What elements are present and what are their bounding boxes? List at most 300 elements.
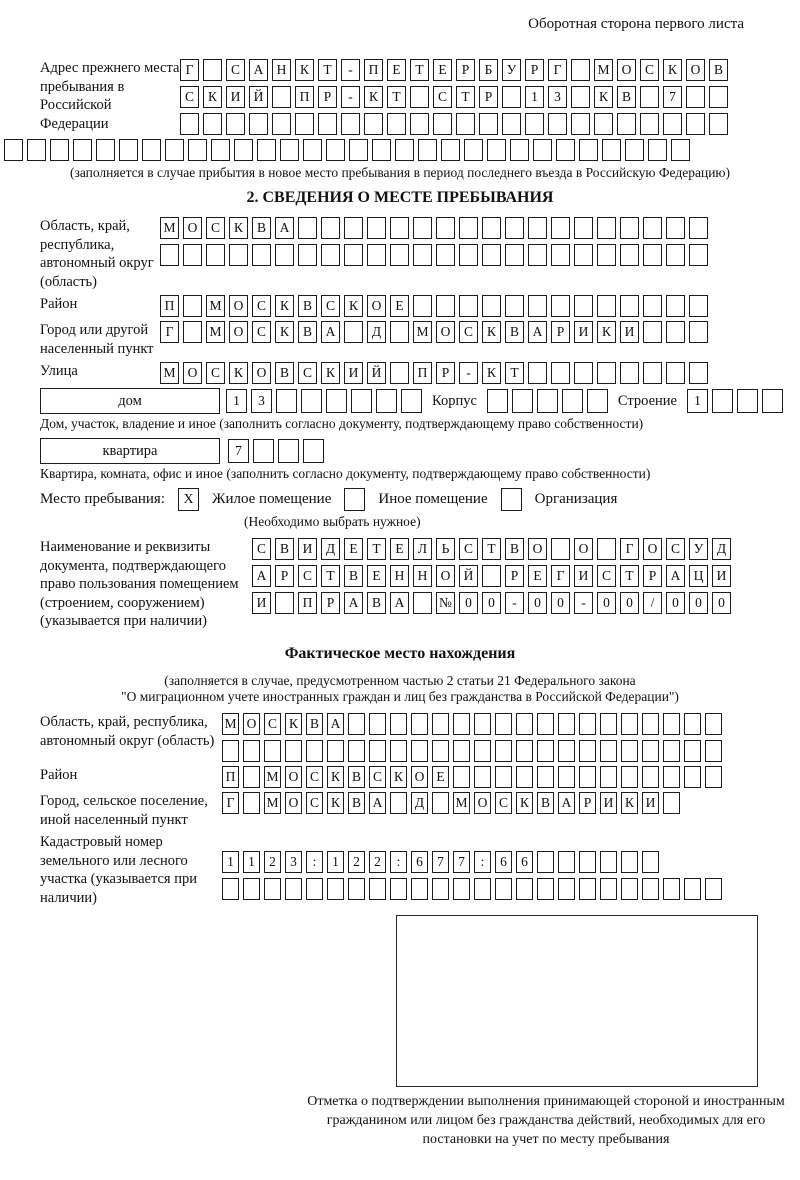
char-cell[interactable] bbox=[264, 740, 281, 762]
char-cell[interactable] bbox=[390, 217, 409, 239]
char-cell[interactable] bbox=[318, 113, 337, 135]
char-cell[interactable] bbox=[594, 113, 613, 135]
char-cell[interactable]: К bbox=[482, 362, 501, 384]
char-cell[interactable]: А bbox=[528, 321, 547, 343]
char-cell[interactable] bbox=[537, 389, 558, 413]
char-cell[interactable]: Е bbox=[390, 295, 409, 317]
char-cell[interactable]: К bbox=[203, 86, 222, 108]
char-cell[interactable] bbox=[482, 295, 501, 317]
char-cell[interactable] bbox=[188, 139, 207, 161]
char-cell[interactable] bbox=[348, 740, 365, 762]
char-cell[interactable] bbox=[597, 217, 616, 239]
char-cell[interactable] bbox=[663, 792, 680, 814]
char-cell[interactable] bbox=[453, 740, 470, 762]
char-cell[interactable] bbox=[556, 139, 575, 161]
char-cell[interactable]: С bbox=[206, 217, 225, 239]
char-cell[interactable] bbox=[502, 113, 521, 135]
char-cell[interactable] bbox=[272, 86, 291, 108]
char-cell[interactable]: Е bbox=[528, 565, 547, 587]
char-cell[interactable]: В bbox=[344, 565, 363, 587]
char-cell[interactable] bbox=[222, 878, 239, 900]
char-cell[interactable]: Й bbox=[249, 86, 268, 108]
char-cell[interactable] bbox=[551, 362, 570, 384]
char-cell[interactable]: 0 bbox=[689, 592, 708, 614]
char-cell[interactable] bbox=[495, 878, 512, 900]
char-cell[interactable] bbox=[571, 86, 590, 108]
char-cell[interactable]: : bbox=[306, 851, 323, 873]
char-cell[interactable]: Ь bbox=[436, 538, 455, 560]
char-cell[interactable] bbox=[671, 139, 690, 161]
char-cell[interactable] bbox=[537, 766, 554, 788]
char-cell[interactable] bbox=[410, 86, 429, 108]
char-cell[interactable] bbox=[574, 244, 593, 266]
char-cell[interactable] bbox=[640, 113, 659, 135]
char-cell[interactable] bbox=[689, 321, 708, 343]
char-cell[interactable]: Ц bbox=[689, 565, 708, 587]
char-cell[interactable]: 0 bbox=[597, 592, 616, 614]
char-cell[interactable]: Т bbox=[318, 59, 337, 81]
char-cell[interactable]: О bbox=[436, 321, 455, 343]
char-cell[interactable]: 2 bbox=[348, 851, 365, 873]
char-cell[interactable]: М bbox=[413, 321, 432, 343]
char-cell[interactable] bbox=[364, 113, 383, 135]
char-cell[interactable] bbox=[666, 295, 685, 317]
char-cell[interactable]: В bbox=[348, 792, 365, 814]
char-cell[interactable]: И bbox=[642, 792, 659, 814]
char-cell[interactable] bbox=[73, 139, 92, 161]
char-cell[interactable]: - bbox=[459, 362, 478, 384]
char-cell[interactable] bbox=[579, 713, 596, 735]
char-cell[interactable]: Д bbox=[411, 792, 428, 814]
char-cell[interactable] bbox=[436, 295, 455, 317]
char-cell[interactable]: А bbox=[390, 592, 409, 614]
char-cell[interactable] bbox=[183, 321, 202, 343]
char-cell[interactable]: О bbox=[617, 59, 636, 81]
char-cell[interactable] bbox=[642, 878, 659, 900]
char-cell[interactable] bbox=[686, 113, 705, 135]
char-cell[interactable] bbox=[418, 139, 437, 161]
char-cell[interactable]: П bbox=[413, 362, 432, 384]
char-cell[interactable]: О bbox=[411, 766, 428, 788]
char-cell[interactable] bbox=[390, 362, 409, 384]
char-cell[interactable]: М bbox=[453, 792, 470, 814]
char-cell[interactable]: И bbox=[600, 792, 617, 814]
char-cell[interactable] bbox=[516, 740, 533, 762]
char-cell[interactable] bbox=[344, 321, 363, 343]
char-cell[interactable]: У bbox=[689, 538, 708, 560]
char-cell[interactable] bbox=[705, 713, 722, 735]
char-cell[interactable] bbox=[621, 713, 638, 735]
char-cell[interactable]: К bbox=[364, 86, 383, 108]
char-cell[interactable]: 6 bbox=[516, 851, 533, 873]
char-cell[interactable] bbox=[413, 295, 432, 317]
char-cell[interactable] bbox=[203, 113, 222, 135]
char-cell[interactable] bbox=[643, 362, 662, 384]
char-cell[interactable] bbox=[487, 139, 506, 161]
char-cell[interactable]: В bbox=[252, 217, 271, 239]
char-cell[interactable] bbox=[558, 878, 575, 900]
char-cell[interactable] bbox=[663, 878, 680, 900]
char-cell[interactable]: Г bbox=[551, 565, 570, 587]
char-cell[interactable] bbox=[571, 59, 590, 81]
char-cell[interactable] bbox=[432, 713, 449, 735]
char-cell[interactable] bbox=[376, 389, 397, 413]
char-cell[interactable] bbox=[548, 113, 567, 135]
char-cell[interactable]: О bbox=[367, 295, 386, 317]
char-cell[interactable]: С bbox=[433, 86, 452, 108]
char-cell[interactable]: Н bbox=[390, 565, 409, 587]
char-cell[interactable]: К bbox=[321, 362, 340, 384]
char-cell[interactable] bbox=[689, 295, 708, 317]
char-cell[interactable]: А bbox=[252, 565, 271, 587]
char-cell[interactable] bbox=[27, 139, 46, 161]
char-cell[interactable]: Р bbox=[456, 59, 475, 81]
char-cell[interactable] bbox=[602, 139, 621, 161]
char-cell[interactable] bbox=[621, 851, 638, 873]
char-cell[interactable] bbox=[516, 766, 533, 788]
char-cell[interactable] bbox=[620, 362, 639, 384]
char-cell[interactable] bbox=[666, 321, 685, 343]
char-cell[interactable]: О bbox=[436, 565, 455, 587]
char-cell[interactable]: 2 bbox=[264, 851, 281, 873]
char-cell[interactable] bbox=[390, 792, 407, 814]
char-cell[interactable] bbox=[643, 295, 662, 317]
char-cell[interactable] bbox=[642, 766, 659, 788]
char-cell[interactable] bbox=[367, 244, 386, 266]
char-cell[interactable] bbox=[516, 878, 533, 900]
char-cell[interactable]: М bbox=[594, 59, 613, 81]
char-cell[interactable] bbox=[275, 244, 294, 266]
char-cell[interactable]: Г bbox=[180, 59, 199, 81]
char-cell[interactable]: П bbox=[295, 86, 314, 108]
char-cell[interactable] bbox=[474, 713, 491, 735]
char-cell[interactable]: Г bbox=[160, 321, 179, 343]
char-cell[interactable]: С bbox=[252, 538, 271, 560]
char-cell[interactable]: Т bbox=[505, 362, 524, 384]
char-cell[interactable] bbox=[712, 389, 733, 413]
char-cell[interactable] bbox=[4, 139, 23, 161]
char-cell[interactable] bbox=[663, 740, 680, 762]
char-cell[interactable] bbox=[537, 851, 554, 873]
char-cell[interactable]: 1 bbox=[226, 389, 247, 413]
char-cell[interactable]: М bbox=[160, 362, 179, 384]
char-cell[interactable]: 1 bbox=[327, 851, 344, 873]
char-cell[interactable]: Д bbox=[367, 321, 386, 343]
char-cell[interactable] bbox=[276, 389, 297, 413]
char-cell[interactable]: В bbox=[298, 321, 317, 343]
char-cell[interactable]: О bbox=[528, 538, 547, 560]
char-cell[interactable]: Д bbox=[712, 538, 731, 560]
char-cell[interactable] bbox=[579, 851, 596, 873]
char-cell[interactable] bbox=[306, 878, 323, 900]
char-cell[interactable]: Е bbox=[367, 565, 386, 587]
char-cell[interactable] bbox=[479, 113, 498, 135]
char-cell[interactable]: С bbox=[495, 792, 512, 814]
char-cell[interactable]: Й bbox=[459, 565, 478, 587]
char-cell[interactable] bbox=[243, 878, 260, 900]
char-cell[interactable] bbox=[600, 766, 617, 788]
char-cell[interactable]: Й bbox=[367, 362, 386, 384]
char-cell[interactable]: С bbox=[226, 59, 245, 81]
char-cell[interactable] bbox=[326, 389, 347, 413]
char-cell[interactable]: Т bbox=[482, 538, 501, 560]
char-cell[interactable] bbox=[537, 713, 554, 735]
char-cell[interactable]: В bbox=[275, 538, 294, 560]
char-cell[interactable] bbox=[505, 217, 524, 239]
char-cell[interactable] bbox=[512, 389, 533, 413]
char-cell[interactable] bbox=[367, 217, 386, 239]
char-cell[interactable]: С bbox=[459, 538, 478, 560]
char-cell[interactable]: Р bbox=[275, 565, 294, 587]
char-cell[interactable]: Е bbox=[387, 59, 406, 81]
char-cell[interactable]: 0 bbox=[528, 592, 547, 614]
char-cell[interactable]: 7 bbox=[663, 86, 682, 108]
char-cell[interactable] bbox=[525, 113, 544, 135]
char-cell[interactable] bbox=[243, 740, 260, 762]
char-cell[interactable] bbox=[411, 713, 428, 735]
char-cell[interactable]: Р bbox=[525, 59, 544, 81]
char-cell[interactable]: В bbox=[306, 713, 323, 735]
char-cell[interactable] bbox=[689, 244, 708, 266]
char-cell[interactable]: О bbox=[285, 766, 302, 788]
char-cell[interactable]: М bbox=[160, 217, 179, 239]
char-cell[interactable] bbox=[349, 139, 368, 161]
char-cell[interactable] bbox=[686, 86, 705, 108]
char-cell[interactable] bbox=[252, 244, 271, 266]
char-cell[interactable] bbox=[243, 792, 260, 814]
char-cell[interactable]: П bbox=[364, 59, 383, 81]
char-cell[interactable] bbox=[762, 389, 783, 413]
char-cell[interactable]: С bbox=[252, 295, 271, 317]
char-cell[interactable]: 0 bbox=[666, 592, 685, 614]
char-cell[interactable] bbox=[341, 113, 360, 135]
char-cell[interactable] bbox=[285, 740, 302, 762]
char-cell[interactable]: С bbox=[306, 792, 323, 814]
char-cell[interactable] bbox=[464, 139, 483, 161]
char-cell[interactable] bbox=[234, 139, 253, 161]
char-cell[interactable]: 7 bbox=[453, 851, 470, 873]
char-cell[interactable]: Е bbox=[432, 766, 449, 788]
char-cell[interactable]: Г bbox=[548, 59, 567, 81]
char-cell[interactable]: О bbox=[643, 538, 662, 560]
char-cell[interactable] bbox=[459, 244, 478, 266]
char-cell[interactable]: В bbox=[275, 362, 294, 384]
char-cell[interactable] bbox=[505, 244, 524, 266]
char-cell[interactable] bbox=[558, 766, 575, 788]
char-cell[interactable] bbox=[348, 713, 365, 735]
char-cell[interactable]: С bbox=[180, 86, 199, 108]
char-cell[interactable] bbox=[574, 362, 593, 384]
char-cell[interactable]: М bbox=[264, 792, 281, 814]
char-cell[interactable] bbox=[295, 113, 314, 135]
char-cell[interactable]: 7 bbox=[432, 851, 449, 873]
char-cell[interactable] bbox=[600, 713, 617, 735]
char-cell[interactable]: 0 bbox=[482, 592, 501, 614]
char-cell[interactable] bbox=[257, 139, 276, 161]
char-cell[interactable] bbox=[160, 244, 179, 266]
char-cell[interactable] bbox=[285, 878, 302, 900]
char-cell[interactable]: Б bbox=[479, 59, 498, 81]
char-cell[interactable]: - bbox=[505, 592, 524, 614]
char-cell[interactable]: Р bbox=[321, 592, 340, 614]
char-cell[interactable] bbox=[453, 766, 470, 788]
char-cell[interactable] bbox=[666, 244, 685, 266]
char-cell[interactable]: Р bbox=[479, 86, 498, 108]
char-cell[interactable]: И bbox=[712, 565, 731, 587]
char-cell[interactable]: В bbox=[505, 538, 524, 560]
char-cell[interactable] bbox=[206, 244, 225, 266]
char-cell[interactable] bbox=[600, 851, 617, 873]
char-cell[interactable]: А bbox=[275, 217, 294, 239]
char-cell[interactable] bbox=[253, 439, 274, 463]
char-cell[interactable]: О bbox=[285, 792, 302, 814]
char-cell[interactable] bbox=[459, 295, 478, 317]
char-cell[interactable] bbox=[684, 878, 701, 900]
char-cell[interactable] bbox=[689, 362, 708, 384]
char-cell[interactable] bbox=[280, 139, 299, 161]
char-cell[interactable] bbox=[579, 766, 596, 788]
char-cell[interactable]: П bbox=[222, 766, 239, 788]
char-cell[interactable] bbox=[684, 713, 701, 735]
char-cell[interactable]: А bbox=[321, 321, 340, 343]
char-cell[interactable] bbox=[516, 713, 533, 735]
char-cell[interactable] bbox=[474, 766, 491, 788]
char-cell[interactable]: О bbox=[686, 59, 705, 81]
char-cell[interactable] bbox=[327, 740, 344, 762]
char-cell[interactable] bbox=[183, 295, 202, 317]
char-cell[interactable]: : bbox=[390, 851, 407, 873]
char-cell[interactable]: А bbox=[327, 713, 344, 735]
char-cell[interactable] bbox=[474, 878, 491, 900]
char-cell[interactable]: - bbox=[341, 59, 360, 81]
char-cell[interactable] bbox=[558, 740, 575, 762]
char-cell[interactable] bbox=[222, 740, 239, 762]
char-cell[interactable] bbox=[275, 592, 294, 614]
char-cell[interactable]: С bbox=[298, 565, 317, 587]
char-cell[interactable]: В bbox=[505, 321, 524, 343]
char-cell[interactable]: У bbox=[502, 59, 521, 81]
char-cell[interactable]: № bbox=[436, 592, 455, 614]
char-cell[interactable] bbox=[411, 878, 428, 900]
char-cell[interactable]: М bbox=[264, 766, 281, 788]
char-cell[interactable]: Т bbox=[367, 538, 386, 560]
char-cell[interactable]: Л bbox=[413, 538, 432, 560]
char-cell[interactable] bbox=[436, 217, 455, 239]
char-cell[interactable]: Р bbox=[579, 792, 596, 814]
char-cell[interactable]: К bbox=[482, 321, 501, 343]
char-cell[interactable] bbox=[142, 139, 161, 161]
char-cell[interactable] bbox=[165, 139, 184, 161]
char-cell[interactable] bbox=[558, 851, 575, 873]
char-cell[interactable] bbox=[551, 244, 570, 266]
char-cell[interactable]: К bbox=[390, 766, 407, 788]
char-cell[interactable]: П bbox=[298, 592, 317, 614]
char-cell[interactable] bbox=[643, 217, 662, 239]
char-cell[interactable] bbox=[321, 217, 340, 239]
char-cell[interactable]: К bbox=[621, 792, 638, 814]
char-cell[interactable] bbox=[642, 740, 659, 762]
char-cell[interactable] bbox=[474, 740, 491, 762]
char-cell[interactable] bbox=[666, 362, 685, 384]
char-cell[interactable]: А bbox=[344, 592, 363, 614]
char-cell[interactable] bbox=[272, 113, 291, 135]
char-cell[interactable] bbox=[487, 389, 508, 413]
char-cell[interactable] bbox=[684, 740, 701, 762]
char-cell[interactable]: О bbox=[229, 321, 248, 343]
char-cell[interactable]: С bbox=[369, 766, 386, 788]
char-cell[interactable] bbox=[617, 113, 636, 135]
char-cell[interactable] bbox=[413, 217, 432, 239]
char-cell[interactable] bbox=[579, 740, 596, 762]
char-cell[interactable] bbox=[709, 113, 728, 135]
char-cell[interactable]: - bbox=[574, 592, 593, 614]
char-cell[interactable] bbox=[301, 389, 322, 413]
char-cell[interactable] bbox=[482, 565, 501, 587]
char-cell[interactable] bbox=[528, 244, 547, 266]
char-cell[interactable]: И bbox=[298, 538, 317, 560]
char-cell[interactable]: В bbox=[537, 792, 554, 814]
char-cell[interactable] bbox=[558, 713, 575, 735]
char-cell[interactable] bbox=[298, 244, 317, 266]
char-cell[interactable] bbox=[432, 792, 449, 814]
char-cell[interactable]: В bbox=[348, 766, 365, 788]
organization-checkbox[interactable] bbox=[501, 488, 522, 511]
char-cell[interactable]: Р bbox=[436, 362, 455, 384]
char-cell[interactable] bbox=[705, 878, 722, 900]
char-cell[interactable]: П bbox=[160, 295, 179, 317]
char-cell[interactable]: С bbox=[666, 538, 685, 560]
char-cell[interactable] bbox=[119, 139, 138, 161]
char-cell[interactable]: К bbox=[275, 321, 294, 343]
char-cell[interactable] bbox=[528, 362, 547, 384]
char-cell[interactable] bbox=[303, 139, 322, 161]
char-cell[interactable] bbox=[456, 113, 475, 135]
char-cell[interactable]: А bbox=[249, 59, 268, 81]
char-cell[interactable]: В bbox=[367, 592, 386, 614]
char-cell[interactable] bbox=[432, 878, 449, 900]
char-cell[interactable] bbox=[597, 244, 616, 266]
char-cell[interactable]: М bbox=[222, 713, 239, 735]
char-cell[interactable]: К bbox=[594, 86, 613, 108]
char-cell[interactable]: 1 bbox=[525, 86, 544, 108]
char-cell[interactable] bbox=[453, 878, 470, 900]
char-cell[interactable] bbox=[684, 766, 701, 788]
char-cell[interactable]: В bbox=[709, 59, 728, 81]
char-cell[interactable]: И bbox=[344, 362, 363, 384]
char-cell[interactable] bbox=[587, 389, 608, 413]
char-cell[interactable] bbox=[597, 538, 616, 560]
char-cell[interactable] bbox=[640, 86, 659, 108]
char-cell[interactable]: 1 bbox=[243, 851, 260, 873]
char-cell[interactable] bbox=[303, 439, 324, 463]
char-cell[interactable] bbox=[642, 851, 659, 873]
char-cell[interactable] bbox=[50, 139, 69, 161]
char-cell[interactable] bbox=[327, 878, 344, 900]
char-cell[interactable]: Г bbox=[222, 792, 239, 814]
char-cell[interactable] bbox=[344, 217, 363, 239]
other-premises-checkbox[interactable] bbox=[344, 488, 365, 511]
char-cell[interactable] bbox=[411, 740, 428, 762]
char-cell[interactable] bbox=[574, 295, 593, 317]
char-cell[interactable]: О bbox=[243, 713, 260, 735]
char-cell[interactable]: К bbox=[327, 766, 344, 788]
char-cell[interactable] bbox=[387, 113, 406, 135]
char-cell[interactable]: К bbox=[285, 713, 302, 735]
char-cell[interactable]: Т bbox=[456, 86, 475, 108]
char-cell[interactable] bbox=[705, 766, 722, 788]
char-cell[interactable] bbox=[528, 295, 547, 317]
char-cell[interactable] bbox=[705, 740, 722, 762]
